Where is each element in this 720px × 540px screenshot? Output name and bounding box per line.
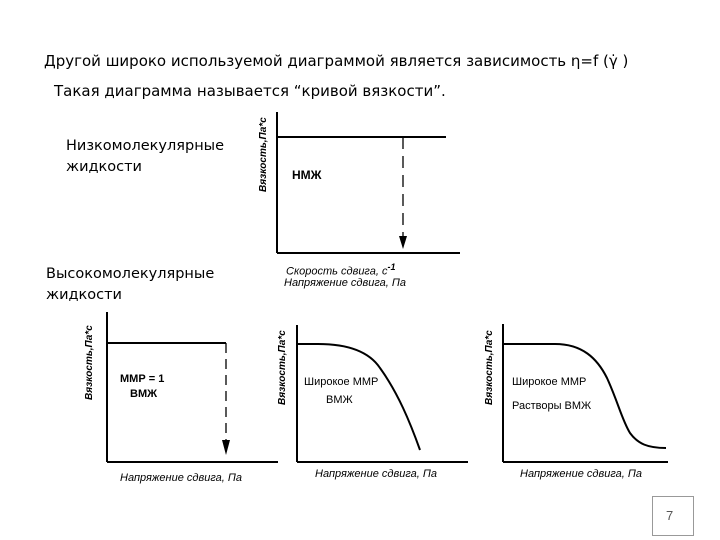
page-number: 7 xyxy=(666,508,674,523)
chart-top-ylabel: Вязкость,Па*с xyxy=(258,117,269,192)
chart-left xyxy=(107,312,278,462)
chart-left-xlabel: Напряжение сдвига, Па xyxy=(120,472,242,484)
chart-mid-xlabel: Напряжение сдвига, Па xyxy=(315,468,437,480)
chart-left-label-1: ММР = 1 xyxy=(120,373,165,385)
intro-line-2: Такая диаграмма называется “кривой вязкости”. xyxy=(54,82,446,100)
chart-mid-label-2: ВМЖ xyxy=(326,394,353,406)
chart-mid-curve xyxy=(297,344,420,450)
chart-left-arrow-icon xyxy=(222,440,230,455)
chart-top-arrow-icon xyxy=(399,236,407,249)
high-mw-line-1: Высокомолекулярные xyxy=(46,266,215,282)
chart-top-curve-label: НМЖ xyxy=(292,168,322,182)
chart-right xyxy=(503,324,668,462)
low-mw-line-1: Низкомолекулярные xyxy=(66,138,225,154)
chart-top-xlabel-1 xyxy=(286,262,395,278)
chart-left-ylabel: Вязкость,Па*с xyxy=(84,325,95,400)
chart-right-xlabel: Напряжение сдвига, Па xyxy=(520,468,642,480)
chart-mid xyxy=(297,325,468,462)
chart-left-label-2: ВМЖ xyxy=(130,388,158,400)
intro-line-1: Другой широко используемой диаграммой является зависимость η=f (γ̇ ) xyxy=(44,52,629,70)
chart-mid-label-1: Широкое ММР xyxy=(304,376,379,388)
chart-right-ylabel: Вязкость,Па*с xyxy=(484,330,495,405)
high-mw-line-2: жидкости xyxy=(46,287,122,303)
chart-top-xlabel-2: Напряжение сдвига, Па xyxy=(284,277,406,289)
chart-mid-ylabel: Вязкость,Па*с xyxy=(277,330,288,405)
chart-right-label-1: Широкое ММР xyxy=(512,376,587,388)
chart-right-label-2: Растворы ВМЖ xyxy=(512,400,592,412)
chart-top-xlabel-1-sup: -1 xyxy=(387,262,396,272)
low-mw-line-2: жидкости xyxy=(66,159,142,175)
chart-top xyxy=(277,112,460,253)
chart-right-curve xyxy=(503,344,666,448)
chart-top-xlabel-1-text: Скорость сдвига, с xyxy=(286,265,388,278)
